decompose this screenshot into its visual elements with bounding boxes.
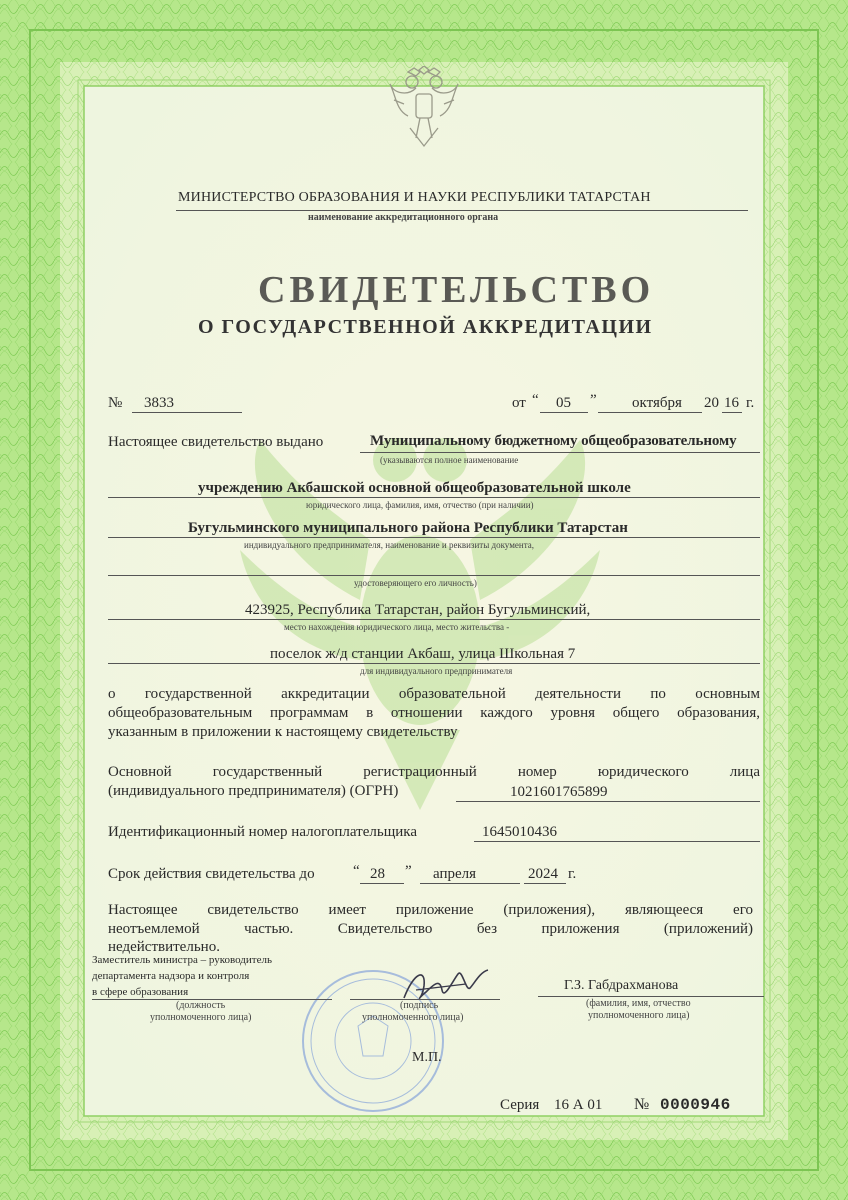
- series-value: 16 А 01: [554, 1097, 603, 1113]
- validity-month: апреля: [433, 866, 477, 882]
- authority-caption: наименование аккредитационного органа: [308, 212, 499, 223]
- issued-caption-1: (указываются полное наименование: [380, 455, 519, 465]
- purpose-line-3: указанным в приложении к настоящему свидетельству: [108, 724, 458, 740]
- validity-label: Срок действия свидетельства до: [108, 866, 315, 882]
- appendix-line-3: недействительно.: [108, 939, 220, 955]
- purpose-line-1: о государственной аккредитации образовательной деятельности по основным: [108, 686, 760, 702]
- inn-value: 1645010436: [482, 824, 557, 840]
- series-label: Серия: [500, 1097, 540, 1113]
- validity-day: 28: [370, 866, 385, 882]
- signer-position-2: департамента надзора и контроля: [92, 970, 250, 982]
- issued-caption-3: индивидуального предпринимателя, наименование и реквизиты документа,: [244, 540, 534, 550]
- position-caption-1: (должность: [176, 1000, 226, 1011]
- stamp-place-label: М.П.: [412, 1050, 442, 1065]
- appendix-line-2: неотъемлемой частью. Свидетельство без приложения (приложений): [108, 921, 753, 937]
- signer-position-1: Заместитель министра – руководитель: [92, 954, 272, 966]
- address-caption-1: место нахождения юридического лица, место жительства -: [284, 622, 510, 632]
- position-caption-2: уполномоченного лица): [150, 1012, 252, 1023]
- issued-label: Настоящее свидетельство выдано: [108, 434, 324, 450]
- date-day: 05: [556, 395, 571, 411]
- signature-caption-2: уполномоченного лица): [362, 1012, 464, 1023]
- page-subtitle: О ГОСУДАРСТВЕННОЙ АККРЕДИТАЦИИ: [198, 316, 653, 338]
- address-caption-2: для индивидуального предпринимателя: [360, 666, 513, 676]
- name-caption-2: уполномоченного лица): [588, 1010, 690, 1021]
- validity-year-unit: г.: [568, 866, 577, 882]
- date-year-unit: г.: [746, 395, 755, 411]
- issued-line-2: учреждению Акбашской основной общеобразовательной школе: [198, 480, 631, 496]
- validity-quote-open: “: [353, 863, 360, 879]
- serial-number: 0000946: [660, 1096, 731, 1114]
- date-from-label: от: [512, 395, 526, 411]
- issued-line-3: Бугульминского муниципального района Республики Татарстан: [188, 520, 628, 536]
- date-quote-close: ”: [590, 392, 597, 408]
- certificate-number: 3833: [144, 395, 174, 411]
- validity-quote-close: ”: [405, 863, 412, 879]
- date-month: октября: [632, 395, 682, 411]
- purpose-line-2: общеобразовательным программам в отношении каждого уровня общего образования,: [108, 705, 760, 721]
- signer-name: Г.З. Габдрахманова: [564, 978, 679, 993]
- ogrn-label-1: Основной государственный регистрационный номер юридического лица: [108, 764, 760, 780]
- serial-number-label: №: [634, 1096, 650, 1113]
- address-line-1: 423925, Республика Татарстан, район Бугульминский,: [245, 602, 591, 618]
- address-line-2: поселок ж/д станции Акбаш, улица Школьная 7: [270, 646, 576, 662]
- signer-position-3: в сфере образования: [92, 986, 189, 998]
- appendix-line-1: Настоящее свидетельство имеет приложение (приложения), являющееся его: [108, 902, 753, 918]
- issued-caption-2: юридического лица, фамилия, имя, отчество (при наличии): [306, 500, 534, 510]
- ogrn-value: 1021601765899: [510, 784, 608, 800]
- inn-label: Идентификационный номер налогоплательщика: [108, 824, 418, 840]
- date-year-prefix: 20: [704, 395, 719, 411]
- issued-line-1: Муниципальному бюджетному общеобразовательному: [370, 433, 737, 449]
- double-headed-eagle-icon: [386, 66, 462, 152]
- authority-name: МИНИСТЕРСТВО ОБРАЗОВАНИЯ И НАУКИ РЕСПУБЛИКИ ТАТАРСТАН: [178, 190, 651, 205]
- date-quote-open: “: [532, 392, 539, 408]
- issued-caption-4: удостоверяющего его личность): [354, 578, 477, 588]
- validity-year: 2024: [528, 866, 558, 882]
- page-title: СВИДЕТЕЛЬСТВО: [258, 269, 655, 311]
- ogrn-label-2: (индивидуального предпринимателя) (ОГРН): [108, 783, 399, 799]
- signature-caption-1: (подпись: [400, 1000, 439, 1011]
- date-year-suffix: 16: [724, 395, 739, 411]
- number-label: №: [108, 395, 123, 411]
- name-caption-1: (фамилия, имя, отчество: [586, 998, 691, 1009]
